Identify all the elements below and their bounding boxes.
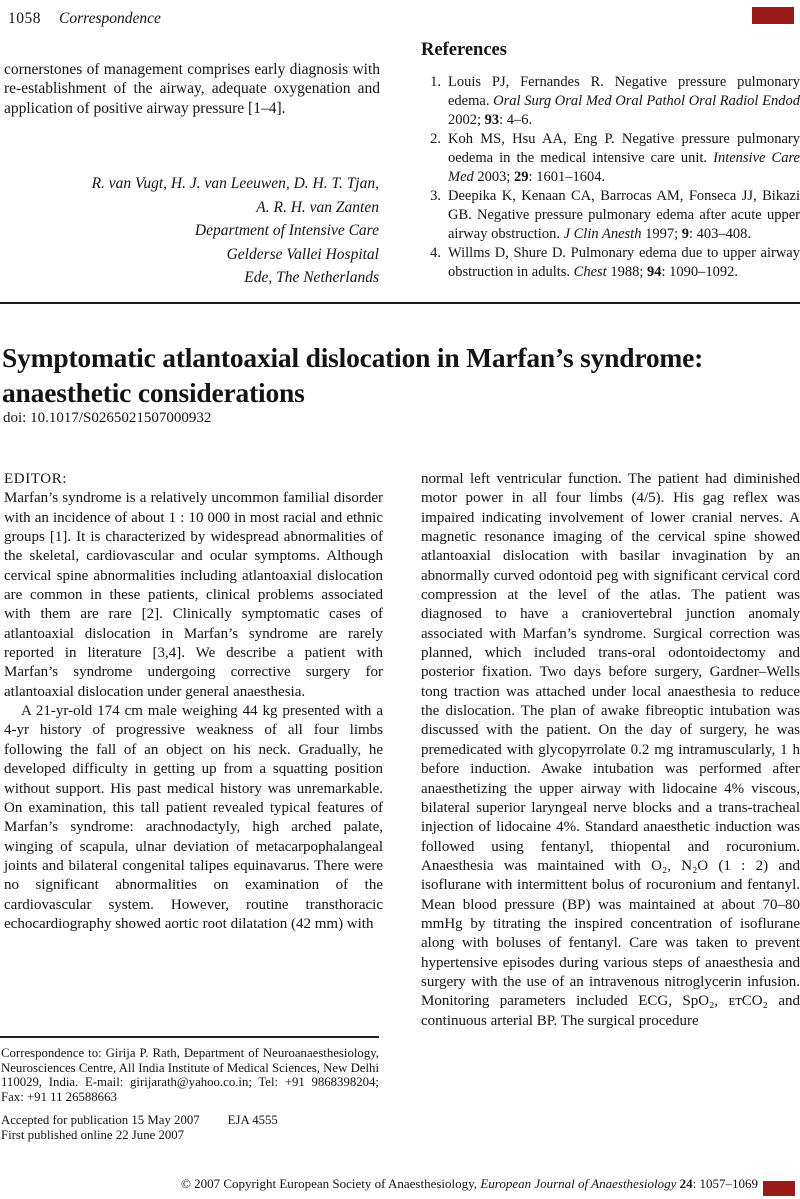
article-column-2	[421, 470, 800, 1031]
copyright-text: © 2007 Copyright European Society of Anaesthesiology,	[180, 1176, 481, 1191]
reference-number: 3.	[430, 188, 441, 204]
reference-number: 2.	[430, 131, 441, 147]
references-section	[421, 40, 800, 282]
article-paragraph-3: normal left ventricular function. The patient had diminished motor power in all four limbs (4/5). His gag reflex was impaired indicating involvement of lower cranial nerves. A magnetic resonance imaging of the cervical spine showed atlantoaxial dislocation with basilar invagination by an abnormally curved odontoid peg with significant cervical cord compression at the level of the atlas. The patient was diagnosed to have a craniovertebral junction anomaly associated with Marfan’s syndrome. Surgical correction was planned, which included trans-oral odontoidectomy and posterior fixation. Two days before surgery, Gardner–Wells tong traction was attached under local anaesthesia to reduce the dislocation. The plan of awake fibreoptic intubation was discussed with the patient. On the day of surgery, he was premedicated with glycopyrrolate 0.2 mg intramuscularly, 1 h before induction. Awake intubation was performed after anaesthetizing the upper airway with lidocaine 4% viscous, bilateral superior laryngeal nerve blocks and a trans-tracheal injection of lidocaine 4%. Standard anaesthetic induction was followed using fentanyl, thiopental and rocuronium. Anaesthesia was maintained with O₂, N₂O (1 : 2) and isoflurane with intermittent bolus of rocuronium and fentanyl. Mean blood pressure (BP) was maintained at about 70–80 mmHg by titrating the inspired concentration of isoflurane along with boluses of fentanyl. Care was taken to prevent hypertensive episodes during various steps of anaesthesia and surgery with the use of an intravenous nitroglycerin infusion. Monitoring parameters included ECG, SpO₂, ᴇᴛCO₂ and continuous arterial BP. The surgical procedure	[421, 471, 800, 1029]
reference-text: Louis PJ, Fernandes R. Negative pressure pulmonary edema. Oral Surg Oral Med Oral Pathol Oral Radiol Endod 2002; 93: 4–6.	[448, 74, 800, 128]
references-list	[421, 73, 800, 282]
correspondence-note: Correspondence to: Girija P. Rath, Department of Neuroanaesthesiology, Neurosciences Centre, All India Institute of Medical Sciences, New Delhi 110029, India. E-mail: girijarath@yahoo.co.in; Tel: +91 9868398204; Fax: +91 11 26588663	[1, 1046, 379, 1104]
article-paragraph-2: A 21-yr-old 174 cm male weighing 44 kg presented with a 4-yr history of progressive weakness of all four limbs following the fall of an object on his neck. Gradually, he developed difficulty in getting up from a squatting position without support. His past medical history was unremarkable. On examination, this tall patient revealed typical features of Marfan’s syndrome: arachnodactyly, high arched palate, winging of scapula, ulnar deviation of metacarpophalangeal joints and bilateral congenital talipes equinavarus. There were no significant abnormalities on examination of the cardiovascular system. However, routine transthoracic echocardiography showed aortic root dilatation (42 mm) with	[4, 703, 383, 932]
reference-item	[421, 130, 800, 187]
volume-number: 24	[679, 1176, 693, 1191]
author-line: R. van Vugt, H. J. van Leeuwen, D. H. T. Tjan,	[91, 175, 379, 192]
reference-text: Deepika K, Kenaan CA, Barrocas AM, Fonseca JJ, Bikazi GB. Negative pressure pulmonary edema after acute upper airway obstruction. J Clin Anesth 1997; 9: 403–408.	[448, 188, 800, 242]
journal-name: European Journal of Anaesthesiology	[480, 1176, 677, 1191]
footnote-rule	[0, 1036, 379, 1038]
reference-number: 4.	[430, 245, 441, 261]
references-heading: References	[421, 40, 507, 60]
author-line: Ede, The Netherlands	[244, 269, 379, 286]
page-footer	[181, 1176, 758, 1192]
footnote-block	[1, 1046, 379, 1143]
page-number: 1058	[8, 10, 41, 27]
accepted-text: Accepted for publication 15 May 2007	[1, 1113, 200, 1128]
first-published-line: First published online 22 June 2007	[1, 1127, 185, 1142]
article-paragraph-1: Marfan’s syndrome is a relatively uncommon familial disorder with an incidence of about 1 : 10 000 in most racial and ethnic groups [1]. It is characterized by widespread abnormalities of the skeletal, cardiovascular and ocular symptoms. Although cervical spine abnormalities including atlantoaxial dislocation are common in these patients, clinical problems associated with them are rare [2]. Clinically symptomatic cases of atlantoaxial dislocation in Marfan’s syndrome are rarely reported in literature [3,4]. We describe a patient with Marfan’s syndrome undergoing corrective surgery for atlantoaxial dislocation under general anaesthesia.	[4, 490, 383, 700]
section-divider-rule	[0, 302, 800, 304]
article-doi: doi: 10.1017/S0265021507000932	[3, 410, 212, 426]
running-head	[8, 10, 161, 28]
article-column-1	[4, 470, 383, 934]
red-marker-top-right	[752, 7, 794, 24]
previous-letter-closing-paragraph: cornerstones of management comprises early diagnosis with re-establishment of the airway, adequate oxygenation and application of positive airway pressure [1–4].	[4, 60, 380, 117]
accepted-line	[1, 1113, 379, 1128]
red-marker-bottom-right	[763, 1181, 795, 1196]
reference-item	[421, 187, 800, 244]
article-title: Symptomatic atlantoaxial dislocation in Marfan’s syndrome: anaesthetic considerations	[2, 342, 704, 409]
author-line: A. R. H. van Zanten	[256, 198, 379, 216]
author-line: Gelderse Vallei Hospital	[226, 245, 379, 263]
reference-number: 1.	[430, 74, 441, 90]
manuscript-code: EJA 4555	[227, 1113, 278, 1128]
reference-text: Koh MS, Hsu AA, Eng P. Negative pressure pulmonary oedema in the medical intensive care unit. Intensive Care Med 2003; 29: 1601–1604.	[448, 131, 800, 185]
reference-item	[421, 73, 800, 130]
author-line: Department of Intensive Care	[194, 222, 379, 239]
author-block	[4, 172, 379, 290]
section-title: Correspondence	[59, 10, 161, 27]
reference-item	[421, 244, 800, 282]
page-range: : 1057–1069	[692, 1176, 758, 1191]
salutation: EDITOR:	[4, 471, 68, 487]
reference-text: Willms D, Shure D. Pulmonary edema due to upper airway obstruction in adults. Chest 1988; 94: 1090–1092.	[448, 245, 800, 280]
